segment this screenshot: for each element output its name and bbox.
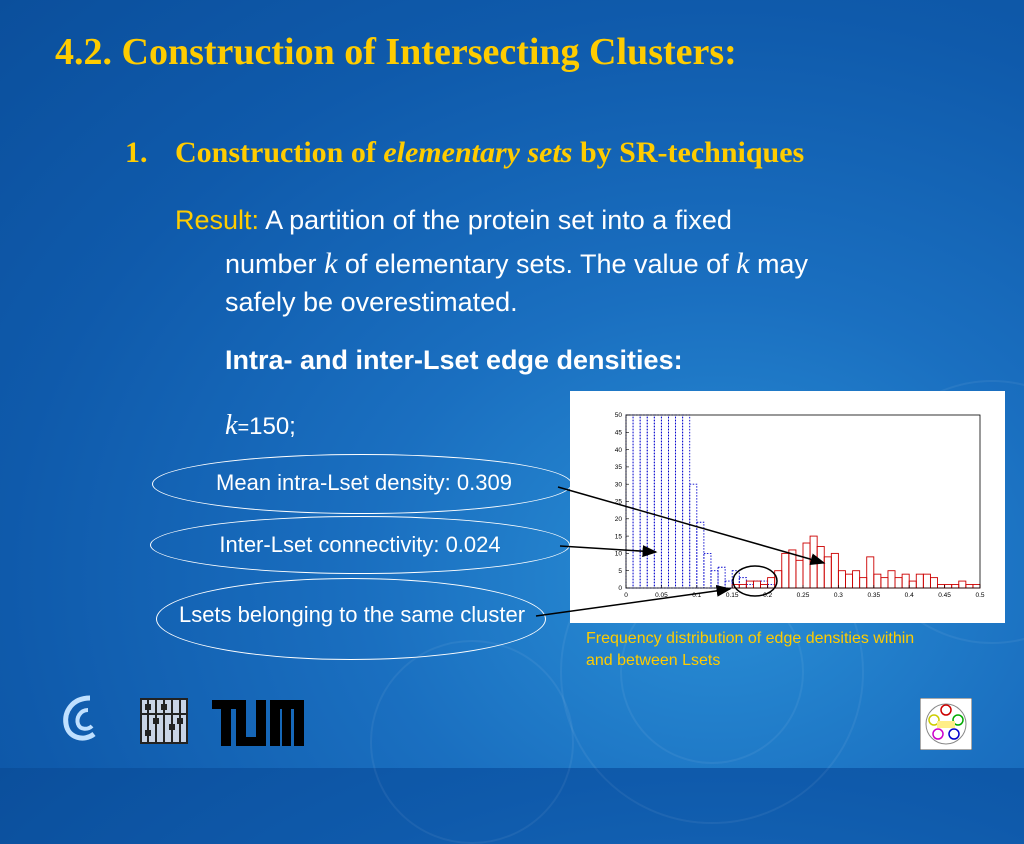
annotation-inter-connectivity: Inter-Lset connectivity: 0.024 — [219, 532, 501, 557]
x-tick-label: 0.3 — [833, 592, 843, 599]
annotation-same-cluster: Lsets belonging to the same cluster — [178, 602, 526, 627]
x-tick-label: 0.1 — [692, 592, 702, 599]
nbcc-logo-icon — [920, 698, 972, 750]
result-text: may — [749, 249, 808, 279]
k-symbol: k — [736, 247, 750, 280]
swirl-logo-icon — [58, 690, 104, 746]
list-number: 1. — [125, 136, 148, 169]
heading-text: Construction of — [175, 136, 384, 169]
annotation-intra-density: Mean intra-Lset density: 0.309 — [216, 470, 512, 495]
y-tick-label: 35 — [614, 464, 622, 472]
x-tick-label: 0 — [624, 592, 628, 599]
caption-line: and between Lsets — [586, 652, 721, 669]
result-line: safely be overestimated. — [225, 287, 518, 317]
heading-emphasis: elementary sets — [383, 136, 573, 169]
y-tick-label: 30 — [614, 481, 622, 489]
x-tick-label: 0.4 — [904, 592, 914, 599]
tum-logo-icon — [212, 700, 304, 746]
result-label: Result: — [175, 205, 260, 235]
result-text: A partition of the protein set into a fixed — [265, 205, 732, 235]
k-symbol: k — [324, 247, 338, 280]
x-tick-label: 0.35 — [867, 592, 881, 599]
y-tick-label: 45 — [614, 429, 622, 437]
heading-text: by SR-techniques — [572, 136, 805, 169]
x-tick-label: 0.15 — [725, 592, 739, 599]
subheading: Intra- and inter-Lset edge densities: — [225, 345, 683, 375]
k-value: 150; — [249, 413, 296, 440]
y-tick-label: 25 — [614, 498, 622, 506]
y-tick-label: 0 — [618, 585, 622, 593]
x-tick-label: 0.45 — [938, 592, 951, 599]
arrow-to-overlap — [536, 589, 730, 616]
equals-sign: = — [237, 417, 250, 439]
overlap-circle — [733, 566, 777, 596]
slide-title: 4.2. Construction of Intersecting Clusters: — [55, 31, 737, 73]
y-tick-label: 5 — [618, 567, 622, 575]
x-tick-label: 0.2 — [763, 592, 773, 599]
y-tick-label: 15 — [614, 533, 622, 541]
y-tick-label: 20 — [614, 516, 622, 523]
x-tick-label: 0.25 — [796, 592, 810, 599]
y-tick-label: 50 — [614, 412, 622, 420]
arrow-to-inter-bars — [560, 546, 656, 552]
y-tick-label: 40 — [614, 446, 622, 454]
k-symbol: k — [225, 410, 238, 441]
y-tick-label: 10 — [614, 550, 622, 558]
abacus-logo-icon — [140, 698, 188, 744]
result-text: of elementary sets. The value of — [337, 249, 737, 279]
arrow-to-intra-peak — [558, 487, 824, 563]
x-tick-label: 0.05 — [655, 592, 668, 599]
x-tick-label: 0.5 — [975, 592, 985, 599]
caption-line: Frequency distribution of edge densities within — [586, 630, 915, 647]
result-text: number — [225, 249, 325, 279]
